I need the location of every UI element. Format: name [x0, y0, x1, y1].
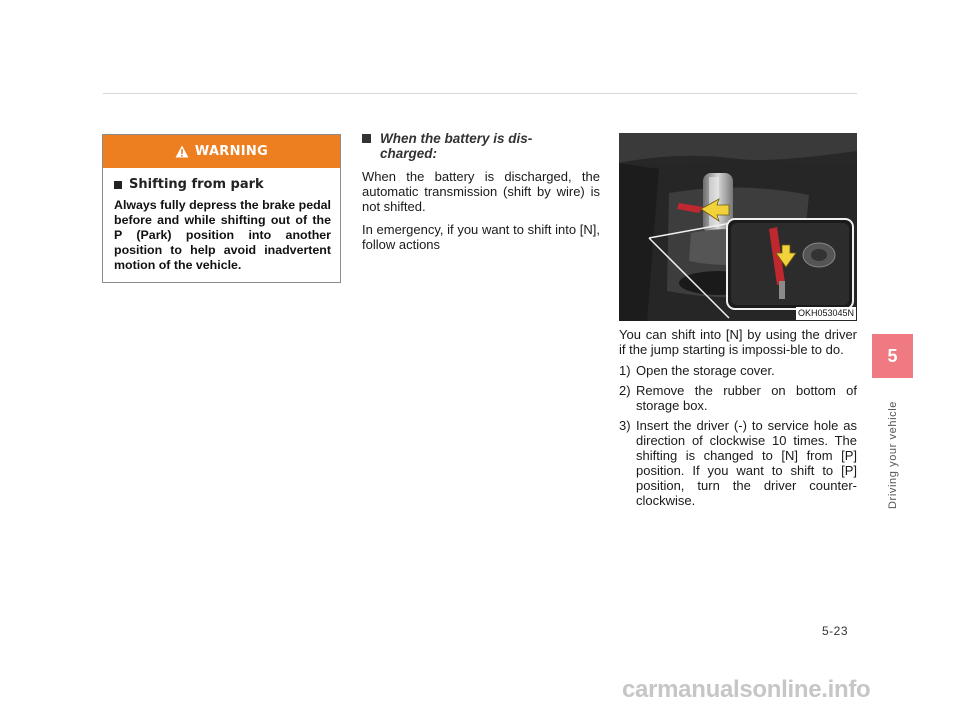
instructions-intro: You can shift into [N] by using the driver if the jump starting is impossi-ble to do.: [619, 327, 857, 357]
list-item: [619, 383, 857, 413]
step-text: Remove the rubber on bottom of storage box.: [636, 383, 857, 413]
section-heading: [362, 131, 600, 161]
bullet-square-icon: [114, 181, 122, 189]
chapter-label-text: Driving your vehicle: [887, 401, 900, 509]
section-paragraph-2: In emergency, if you want to shift into [N], follow actions: [362, 222, 600, 252]
warning-triangle-icon: [175, 145, 189, 158]
battery-section: [362, 131, 600, 252]
shift-lever-photo: [619, 133, 857, 321]
bullet-square-icon: [362, 134, 371, 143]
watermark: carmanualsonline.info: [622, 676, 871, 703]
step-number: 2): [619, 383, 631, 398]
top-divider: [103, 93, 857, 94]
chapter-label: [871, 390, 915, 520]
warning-subheading: [114, 177, 340, 192]
section-heading-text: When the battery is dis-charged:: [380, 131, 533, 161]
figure-code: OKH053045N: [797, 308, 854, 318]
warning-subheading-text: Shifting from park: [129, 177, 264, 192]
step-text: Insert the driver (-) to service hole as direction of clockwise 10 times. The shifting is changed to [N] from [P] position. If you want to shift to [P] position, turn the driver counter-clockwise.: [636, 418, 857, 508]
page-number: 5-23: [822, 624, 849, 638]
step-number: 1): [619, 363, 631, 378]
list-item: [619, 418, 857, 508]
warning-text: Always fully depress the brake pedal before and while shifting out of the P (Park) position into another position to help avoid inadvertent motion of the vehicle.: [114, 198, 331, 272]
warning-box: [102, 134, 341, 283]
warning-label: WARNING: [194, 144, 269, 159]
step-number: 3): [619, 418, 631, 433]
chapter-tab[interactable]: 5: [872, 334, 913, 378]
shift-lever-illustration: [619, 133, 857, 321]
list-item: [619, 363, 857, 378]
step-text: Open the storage cover.: [636, 363, 775, 378]
section-paragraph-1: When the battery is discharged, the automatic transmission (shift by wire) is not shifted.: [362, 169, 600, 214]
instructions-column: [619, 327, 857, 513]
warning-header: [103, 135, 340, 168]
instruction-steps: [619, 363, 857, 508]
